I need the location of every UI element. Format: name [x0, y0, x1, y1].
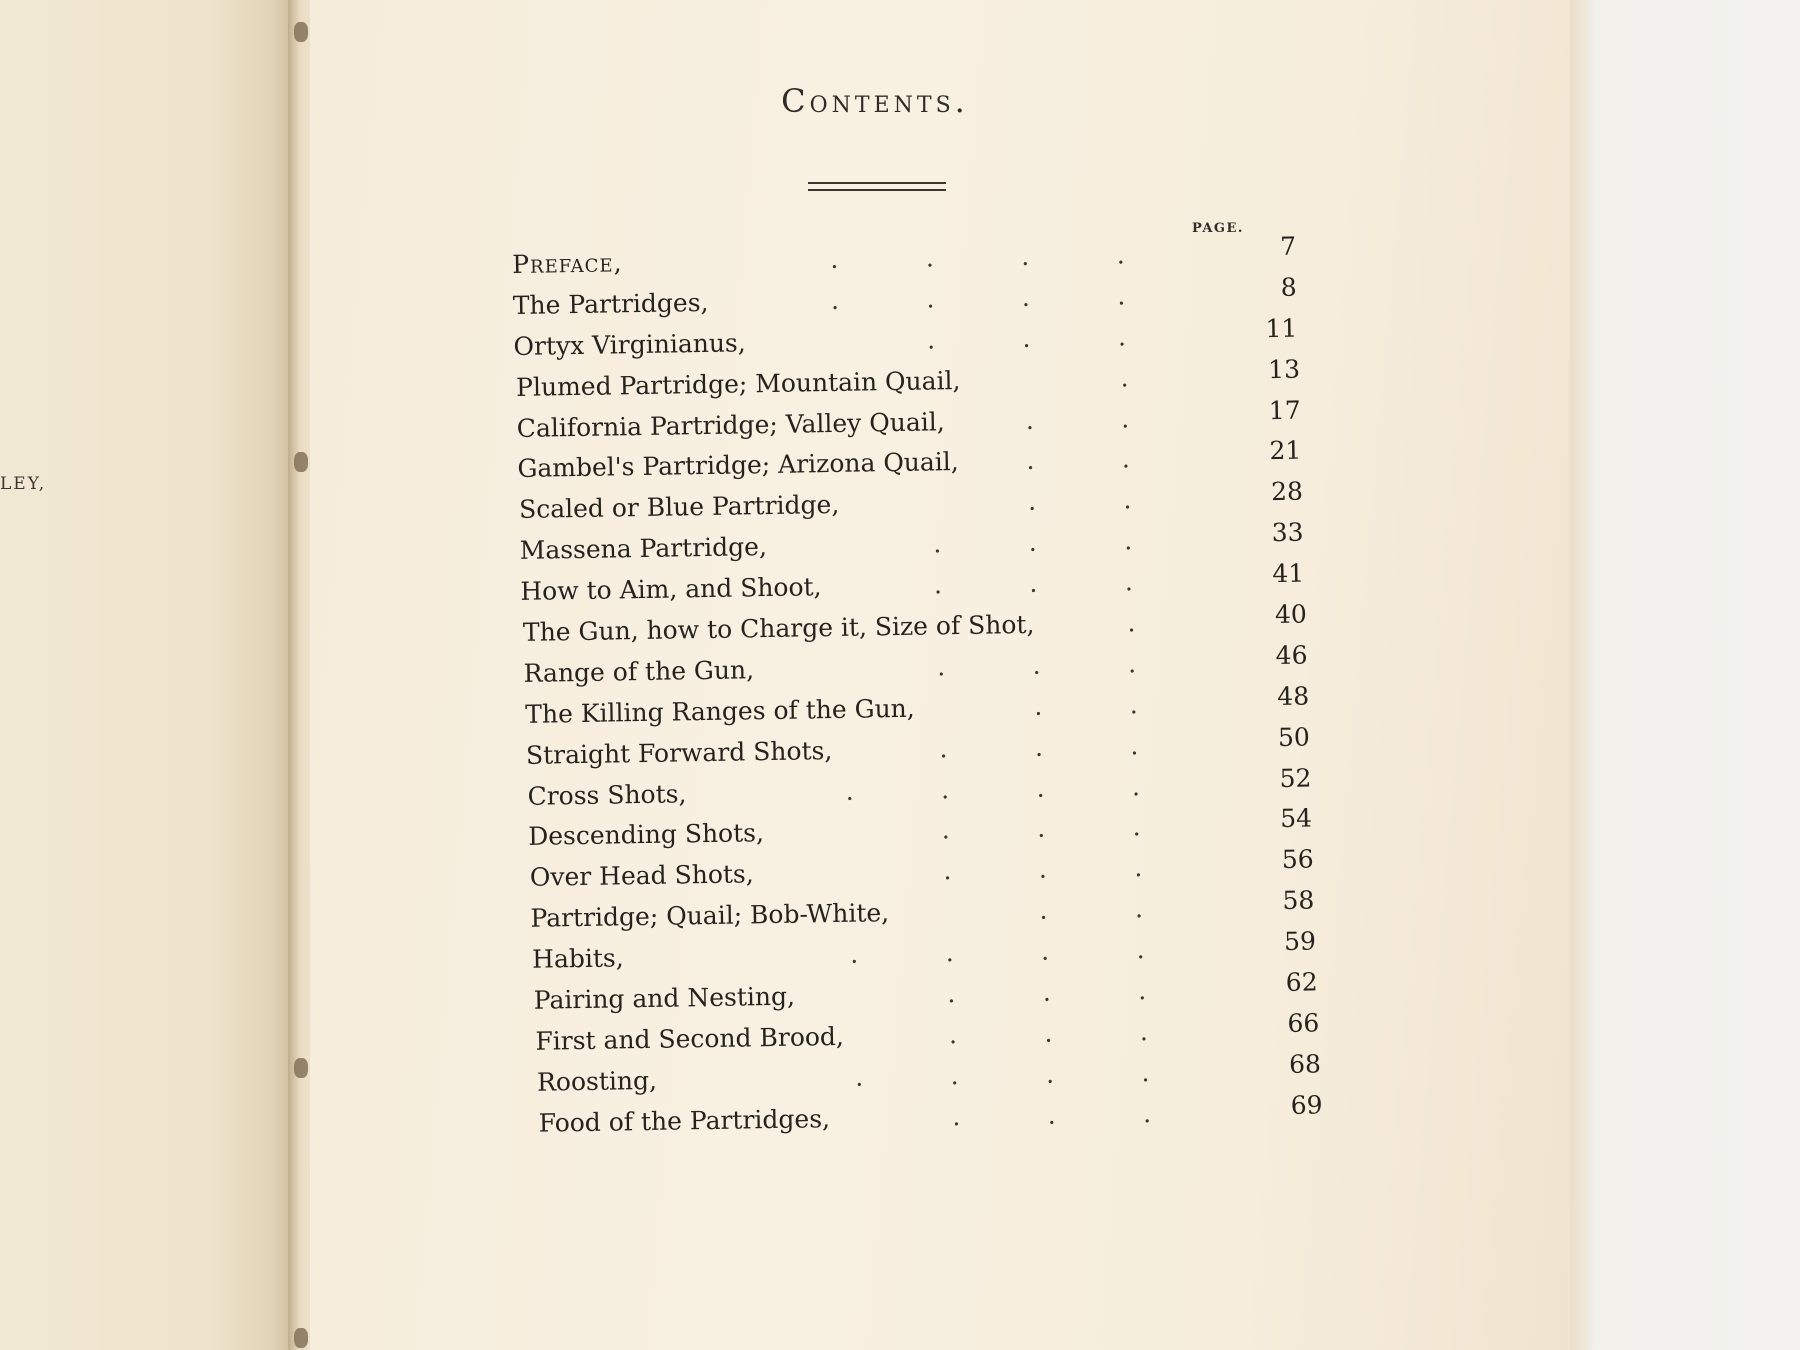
- dot-leader: . . .: [943, 852, 1230, 886]
- contents-entry-page: 40: [1274, 599, 1308, 630]
- contents-entry-title: Habits,: [531, 943, 624, 974]
- left-page-text-fragment: LEY,: [0, 474, 47, 494]
- contents-entry-title: Scaled or Blue Partridge,: [518, 490, 840, 525]
- dot-leader: . .: [1025, 402, 1217, 435]
- contents-entry-page: 17: [1268, 395, 1301, 425]
- contents-entry-title: Ortyx Virginianus,: [513, 328, 746, 361]
- contents-entry-title: First and Second Brood,: [535, 1021, 845, 1056]
- dot-leader: . . .: [947, 974, 1234, 1009]
- contents-entry-title: Descending Shots,: [527, 818, 765, 852]
- left-page: [0, 0, 295, 1350]
- contents-entry-title: Preface,: [512, 248, 623, 279]
- title-rule-top: [808, 182, 946, 184]
- binding-stitch: [294, 1328, 308, 1348]
- dot-leader: .: [1127, 606, 1224, 638]
- dot-leader: . . .: [939, 729, 1227, 764]
- contents-entry-page: 8: [1280, 272, 1297, 302]
- contents-entry-page: 33: [1271, 517, 1304, 548]
- contents-entry-title: How to Aim, and Shoot,: [520, 572, 822, 607]
- dot-leader: . .: [1034, 688, 1226, 721]
- binding-stitch: [294, 22, 308, 42]
- contents-entry-title: The Partridges,: [512, 287, 709, 320]
- contents-entry-title: The Killing Ranges of the Gun,: [525, 693, 915, 729]
- dot-leader: . . . .: [830, 239, 1213, 274]
- contents-entry-page: 68: [1288, 1049, 1322, 1079]
- page-column-heading: PAGE.: [1192, 221, 1244, 236]
- contents-entry-page: 52: [1279, 763, 1312, 793]
- title-rule-bottom: [808, 189, 946, 191]
- contents-entry-title: Pairing and Nesting,: [533, 981, 796, 1015]
- dot-leader: . . .: [937, 647, 1224, 682]
- page-edge: [1570, 0, 1592, 1350]
- contents-entry-page: 11: [1265, 313, 1298, 343]
- dot-leader: . . .: [933, 566, 1221, 600]
- dot-leader: . . .: [933, 525, 1220, 559]
- contents-entry-page: 48: [1277, 681, 1310, 711]
- dot-leader: .: [1120, 361, 1217, 393]
- contents-entry-page: 54: [1279, 803, 1313, 834]
- dot-leader: . . .: [941, 811, 1229, 845]
- contents-entry-title: Food of the Partridges,: [538, 1103, 831, 1138]
- dot-leader: . . .: [926, 320, 1214, 355]
- contents-entry-title: Cross Shots,: [527, 778, 687, 811]
- dot-leader: . .: [1039, 893, 1231, 926]
- contents-entry-page: 66: [1287, 1008, 1320, 1038]
- contents-entry-title: Range of the Gun,: [523, 655, 755, 688]
- contents-entry-page: 58: [1282, 885, 1315, 916]
- contents-entry-page: 59: [1283, 926, 1317, 957]
- binding-stitch: [294, 1058, 308, 1078]
- contents-entry-page: 13: [1267, 354, 1301, 384]
- contents-entry-title: Massena Partridge,: [519, 532, 768, 566]
- contents-entry-page: 62: [1285, 967, 1318, 997]
- dot-leader: . . . .: [854, 1056, 1238, 1092]
- contents-entry-title: Straight Forward Shots,: [525, 735, 833, 770]
- contents-entry-page: 50: [1277, 722, 1310, 752]
- contents-entry-page: 69: [1290, 1090, 1323, 1120]
- contents-entry-title: Partridge; Quail; Bob-White,: [530, 898, 890, 934]
- dot-leader: . . . .: [850, 933, 1233, 969]
- dot-leader: . .: [1027, 484, 1220, 517]
- contents-title: Contents.: [781, 82, 969, 120]
- contents-entry-title: Roosting,: [536, 1065, 658, 1097]
- contents-list: [512, 231, 1327, 1209]
- contents-entry-title: Over Head Shots,: [529, 859, 754, 893]
- contents-entry-title: California Partridge; Valley Quail,: [516, 406, 945, 443]
- dot-leader: . .: [1026, 443, 1218, 476]
- contents-entry-title: The Gun, how to Charge it, Size of Shot,: [522, 609, 1035, 647]
- contents-entry-page: 28: [1270, 476, 1304, 507]
- contents-entry-page: 46: [1275, 640, 1308, 670]
- contents-entry-page: 41: [1272, 558, 1305, 589]
- contents-entry-title: Gambel's Partridge; Arizona Quail,: [517, 447, 959, 484]
- contents-entry-page: 21: [1269, 436, 1302, 466]
- binding-stitch: [294, 452, 308, 472]
- contents-entry-page: 7: [1279, 231, 1297, 261]
- dot-leader: . . . .: [845, 770, 1228, 806]
- dot-leader: . . .: [948, 1015, 1236, 1050]
- contents-entry-page: 56: [1281, 844, 1314, 875]
- contents-entry-title: Plumed Partridge; Mountain Quail,: [515, 365, 961, 402]
- dot-leader: . . . .: [830, 279, 1213, 315]
- dot-leader: . . .: [952, 1097, 1239, 1131]
